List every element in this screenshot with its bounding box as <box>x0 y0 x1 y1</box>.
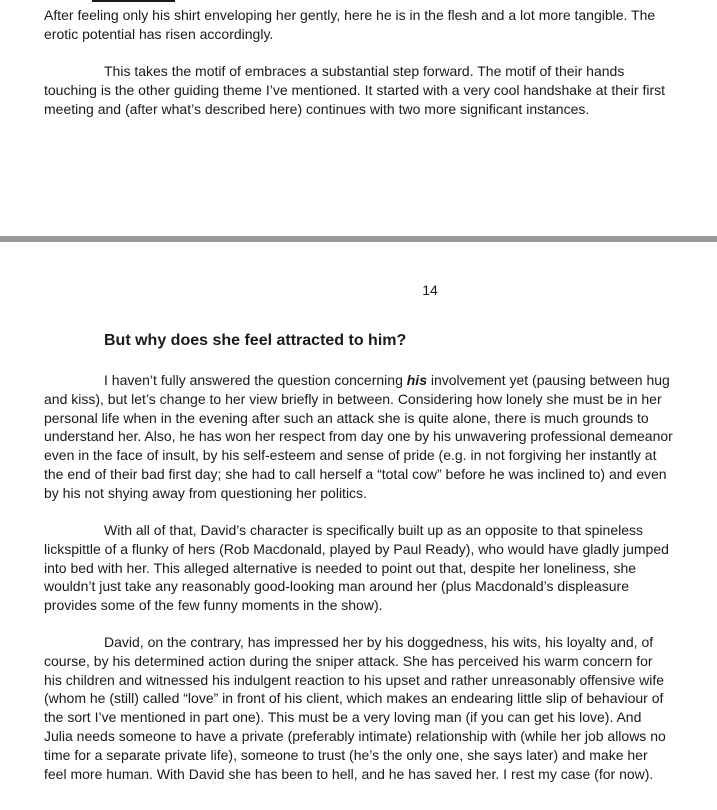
section-heading: But why does she feel attracted to him? <box>104 332 407 349</box>
previous-page <box>0 0 717 236</box>
body-paragraph-3: David, on the contrary, has impressed her by his doggedness, his wits, his loyalty and, of course, by his determined action during the sniper attack. She has perceived his warm concern for his children and witnessed his indulgent reaction to his upset and rather unreasonably offensive wife (whom he (still) called “love” in front of his client, which makes an endearing little slip of behaviour of the sort I’ve mentioned in part one). This must be a very loving man (if you can get his love). And Julia needs someone to have a private (preferably intimate) relationship with (while her job allows no time for a separate private life), someone to trust (he’s the only one, she says later) and make her feel more human. With David she has been to hell, and he has saved her. I rest my case (for now). <box>44 634 666 782</box>
body-paragraph-1-start: I haven’t fully answered the question concerning <box>104 372 407 388</box>
cut-off-text-fragment <box>92 0 175 2</box>
current-page <box>0 242 717 810</box>
previous-page-paragraph-2: This takes the motif of embraces a substantial step forward. The motif of their hands touching is the other guiding theme I’ve mentioned. It started with a very cool handshake at their first meeting and (after what’s described here) continues with two more significant instances. <box>44 63 666 117</box>
page-number: 14 <box>422 282 438 298</box>
body-paragraph-1 <box>44 371 674 503</box>
body-paragraph-2: With all of that, David’s character is specifically built up as an opposite to that spineless lickspittle of a flunky of hers (Rob Macdonald, played by Paul Ready), who would have gladly jumped into bed with her. This alleged alternative is needed to point out that, despite her loneliness, she wouldn’t just take any reasonably good-looking man around her (plus Macdonald’s displeasure provides some of the few funny moments in the show). <box>44 522 669 614</box>
emphasis-his: his <box>406 372 427 388</box>
previous-page-paragraph-1: After feeling only his shirt enveloping her gently, here he is in the flesh and a lot more tangible. The erotic potential has risen accordingly. <box>44 7 656 42</box>
body-paragraph-1-rest: involvement yet (pausing between hug and kiss), but let’s change to her view briefly in between. Considering how lonely she must be in her personal life when in the evening after such an attack she is quite alone, there is much grounds to understand her. Also, he has won her respect from day one by his unwavering professional demeanor even in the face of insult, by his self-esteem and sense of pride (e.g. in not forgiving her instantly at the end of their bad first day; she had to call herself a “total cow” before he was inclined to) and even by his not shying away from questioning her politics. <box>44 372 673 501</box>
